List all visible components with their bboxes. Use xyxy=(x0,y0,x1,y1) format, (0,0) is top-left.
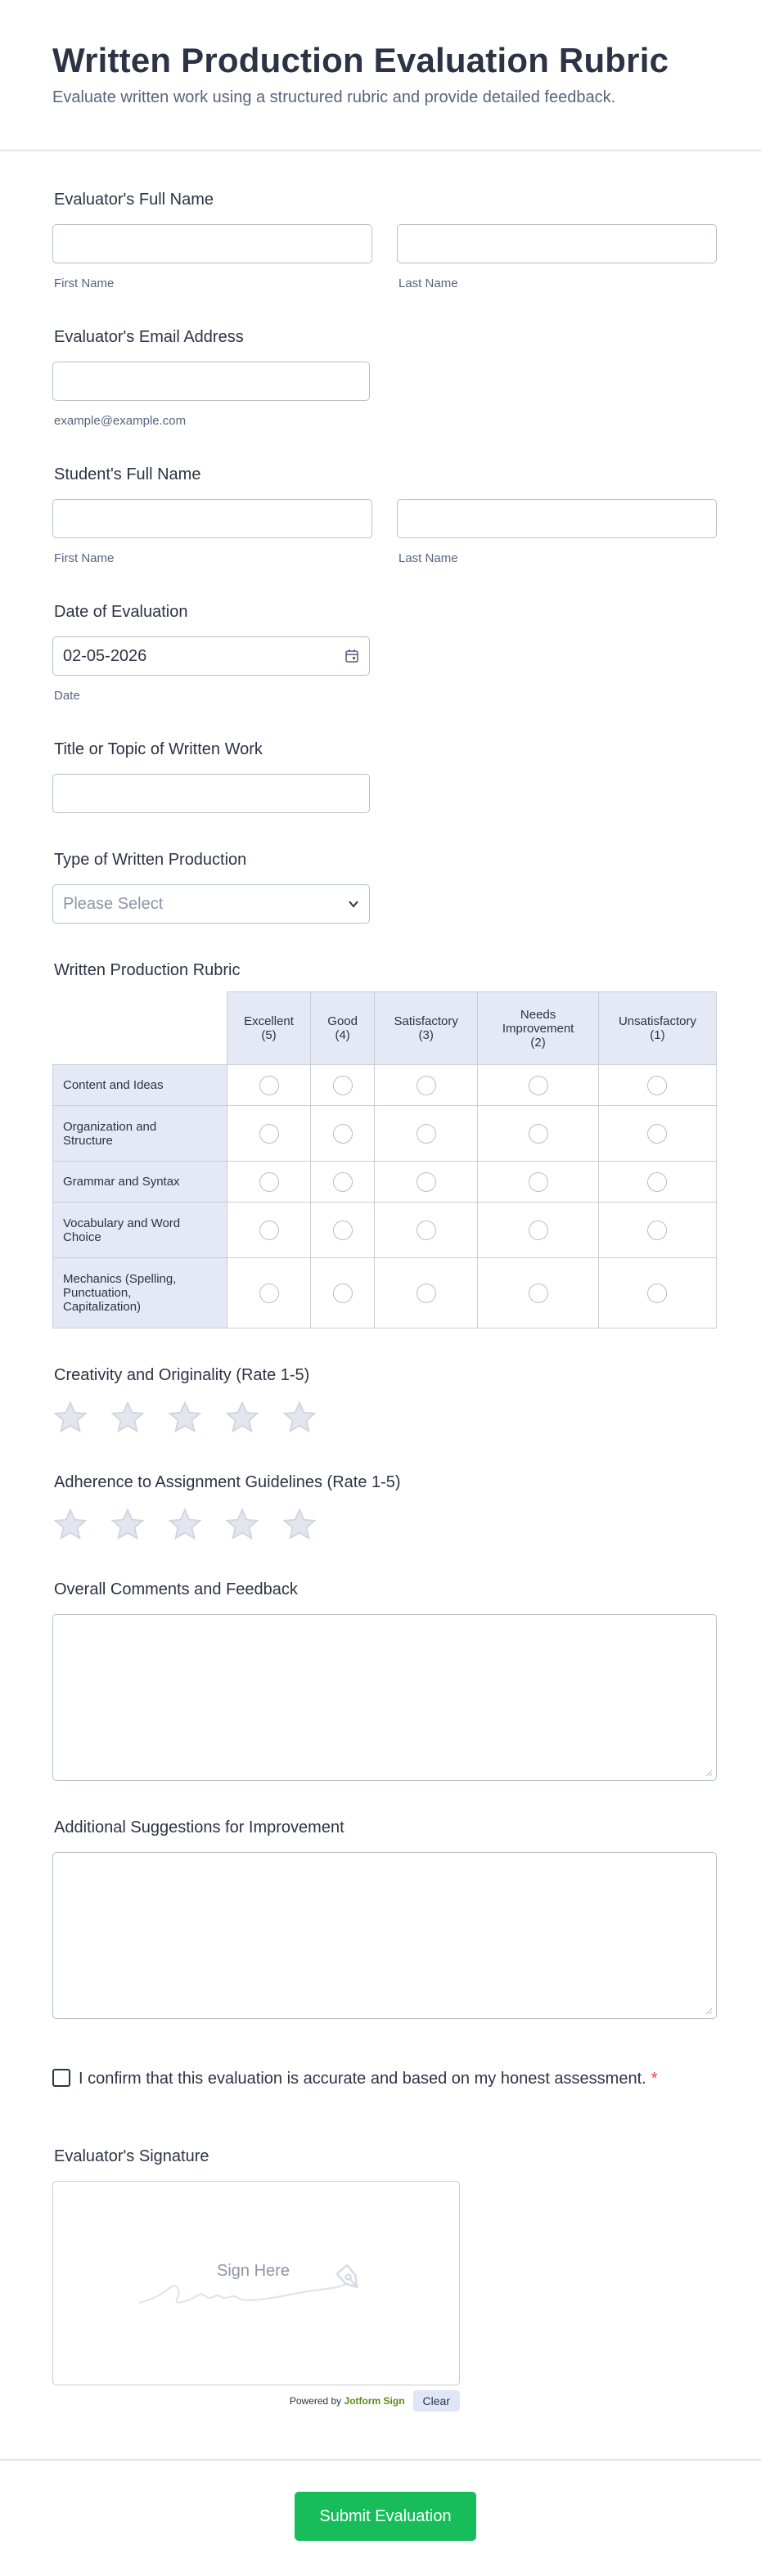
rubric-radio[interactable] xyxy=(529,1076,548,1095)
student-name-field xyxy=(52,465,717,565)
rubric-row-label: Content and Ideas xyxy=(53,1065,227,1106)
evaluator-name-field xyxy=(52,191,717,290)
rubric-corner xyxy=(53,992,227,1065)
evaluator-last-name-sublabel: Last Name xyxy=(399,276,458,290)
rubric-row-label: Grammar and Syntax xyxy=(53,1162,227,1203)
rubric-column-header: Excellent (5) xyxy=(227,992,310,1065)
date-field xyxy=(52,603,717,703)
creativity-star-rating xyxy=(52,1400,717,1436)
rubric-radio[interactable] xyxy=(647,1172,667,1192)
rubric-radio[interactable] xyxy=(333,1076,353,1095)
date-value: 02-05-2026 xyxy=(63,646,147,665)
adherence-label: Adherence to Assignment Guidelines (Rate 1-5) xyxy=(54,1473,401,1491)
student-first-name-input[interactable] xyxy=(52,499,372,538)
evaluator-last-name-input[interactable] xyxy=(397,224,717,263)
star-icon[interactable] xyxy=(52,1400,88,1436)
star-icon[interactable] xyxy=(110,1400,146,1436)
rubric-radio[interactable] xyxy=(259,1124,279,1144)
production-type-field xyxy=(52,851,717,924)
evaluator-email-input[interactable] xyxy=(52,362,370,401)
student-name-label: Student's Full Name xyxy=(54,465,201,483)
rubric-table xyxy=(52,991,717,1328)
clear-signature-button[interactable]: Clear xyxy=(413,2390,460,2412)
pen-nib-icon xyxy=(331,2260,367,2296)
title-topic-label: Title or Topic of Written Work xyxy=(54,740,263,758)
rubric-row xyxy=(53,1106,717,1162)
rubric-row xyxy=(53,1203,717,1258)
rubric-radio[interactable] xyxy=(333,1124,353,1144)
suggestions-field xyxy=(52,1818,717,2019)
jotform-sign-brand: Jotform Sign xyxy=(344,2395,405,2407)
suggestions-label: Additional Suggestions for Improvement xyxy=(54,1818,344,1836)
rubric-radio[interactable] xyxy=(259,1284,279,1303)
rubric-radio[interactable] xyxy=(259,1221,279,1240)
student-last-name-sublabel: Last Name xyxy=(399,551,458,565)
production-type-label: Type of Written Production xyxy=(54,851,247,869)
rubric-radio[interactable] xyxy=(333,1172,353,1192)
title-topic-input[interactable] xyxy=(52,774,370,813)
date-input[interactable] xyxy=(52,636,370,676)
star-icon[interactable] xyxy=(110,1507,146,1543)
rubric-row-label: Organization and Structure xyxy=(53,1106,227,1162)
evaluator-email-field xyxy=(52,328,717,428)
rubric-radio[interactable] xyxy=(647,1076,667,1095)
confirm-checkbox[interactable] xyxy=(52,2069,70,2087)
rubric-row xyxy=(53,1258,717,1328)
rubric-radio[interactable] xyxy=(417,1284,436,1303)
creativity-field xyxy=(52,1366,717,1436)
star-icon[interactable] xyxy=(281,1400,317,1436)
comments-field xyxy=(52,1580,717,1781)
submit-button[interactable]: Submit Evaluation xyxy=(295,2492,476,2541)
rubric-field xyxy=(52,961,717,1328)
creativity-label: Creativity and Originality (Rate 1-5) xyxy=(54,1366,310,1384)
evaluator-name-label: Evaluator's Full Name xyxy=(54,191,214,209)
evaluator-first-name-input[interactable] xyxy=(52,224,372,263)
evaluator-first-name-sublabel: First Name xyxy=(54,276,115,290)
rubric-header-row xyxy=(53,992,717,1065)
rubric-radio[interactable] xyxy=(417,1172,436,1192)
rubric-column-header: Satisfactory (3) xyxy=(375,992,478,1065)
rubric-column-header: Unsatisfactory (1) xyxy=(598,992,716,1065)
confirm-field xyxy=(52,2068,717,2090)
rubric-row xyxy=(53,1065,717,1106)
signature-footer xyxy=(52,2390,460,2412)
rubric-radio[interactable] xyxy=(647,1124,667,1144)
form-footer xyxy=(0,2459,761,2576)
rubric-radio[interactable] xyxy=(417,1221,436,1240)
form-body xyxy=(0,191,761,2412)
production-type-placeholder: Please Select xyxy=(63,894,164,913)
adherence-star-rating xyxy=(52,1507,717,1543)
rubric-radio[interactable] xyxy=(259,1172,279,1192)
rubric-column-header: Good (4) xyxy=(311,992,375,1065)
rubric-radio[interactable] xyxy=(333,1221,353,1240)
required-mark: * xyxy=(651,2070,658,2088)
comments-textarea[interactable] xyxy=(52,1614,717,1781)
star-icon[interactable] xyxy=(167,1400,203,1436)
confirm-text: I confirm that this evaluation is accurate and based on my honest assessment. xyxy=(79,2070,646,2088)
signature-placeholder: Sign Here xyxy=(217,2262,290,2280)
rubric-radio[interactable] xyxy=(647,1221,667,1240)
resize-grip-icon[interactable] xyxy=(705,1769,713,1777)
rubric-radio[interactable] xyxy=(259,1076,279,1095)
rubric-radio[interactable] xyxy=(647,1284,667,1303)
title-topic-field xyxy=(52,740,717,813)
page-title: Written Production Evaluation Rubric xyxy=(52,41,669,79)
star-icon[interactable] xyxy=(167,1507,203,1543)
evaluator-email-label: Evaluator's Email Address xyxy=(54,328,244,346)
resize-grip-icon[interactable] xyxy=(705,2007,713,2015)
date-label: Date of Evaluation xyxy=(54,603,188,621)
production-type-select[interactable] xyxy=(52,884,370,924)
page-subtitle: Evaluate written work using a structured rubric and provide detailed feedback. xyxy=(52,88,616,106)
star-icon[interactable] xyxy=(224,1507,260,1543)
signature-pad[interactable] xyxy=(52,2181,460,2385)
suggestions-textarea[interactable] xyxy=(52,1852,717,2019)
rubric-radio[interactable] xyxy=(529,1124,548,1144)
rubric-radio[interactable] xyxy=(333,1284,353,1303)
student-last-name-input[interactable] xyxy=(397,499,717,538)
star-icon[interactable] xyxy=(281,1507,317,1543)
comments-label: Overall Comments and Feedback xyxy=(54,1580,298,1598)
rubric-radio[interactable] xyxy=(417,1124,436,1144)
rubric-row xyxy=(53,1162,717,1203)
evaluator-email-sublabel: example@example.com xyxy=(54,414,187,428)
star-icon[interactable] xyxy=(224,1400,260,1436)
rubric-radio[interactable] xyxy=(529,1172,548,1192)
date-sublabel: Date xyxy=(54,689,80,703)
rubric-radio[interactable] xyxy=(417,1076,436,1095)
chevron-down-icon xyxy=(348,898,359,910)
rubric-radio[interactable] xyxy=(529,1284,548,1303)
rubric-radio[interactable] xyxy=(529,1221,548,1240)
signature-label: Evaluator's Signature xyxy=(54,2147,209,2165)
powered-by-text: Powered by Jotform Sign xyxy=(289,2395,405,2407)
calendar-icon[interactable] xyxy=(344,649,359,663)
signature-field xyxy=(52,2147,717,2412)
rubric-row-label: Vocabulary and Word Choice xyxy=(53,1203,227,1258)
star-icon[interactable] xyxy=(52,1507,88,1543)
student-first-name-sublabel: First Name xyxy=(54,551,115,565)
rubric-column-header: Needs Improvement (2) xyxy=(478,992,599,1065)
form-header xyxy=(0,0,761,151)
adherence-field xyxy=(52,1473,717,1543)
rubric-row-label: Mechanics (Spelling, Punctuation, Capitalization) xyxy=(53,1258,227,1328)
rubric-label: Written Production Rubric xyxy=(54,961,241,979)
